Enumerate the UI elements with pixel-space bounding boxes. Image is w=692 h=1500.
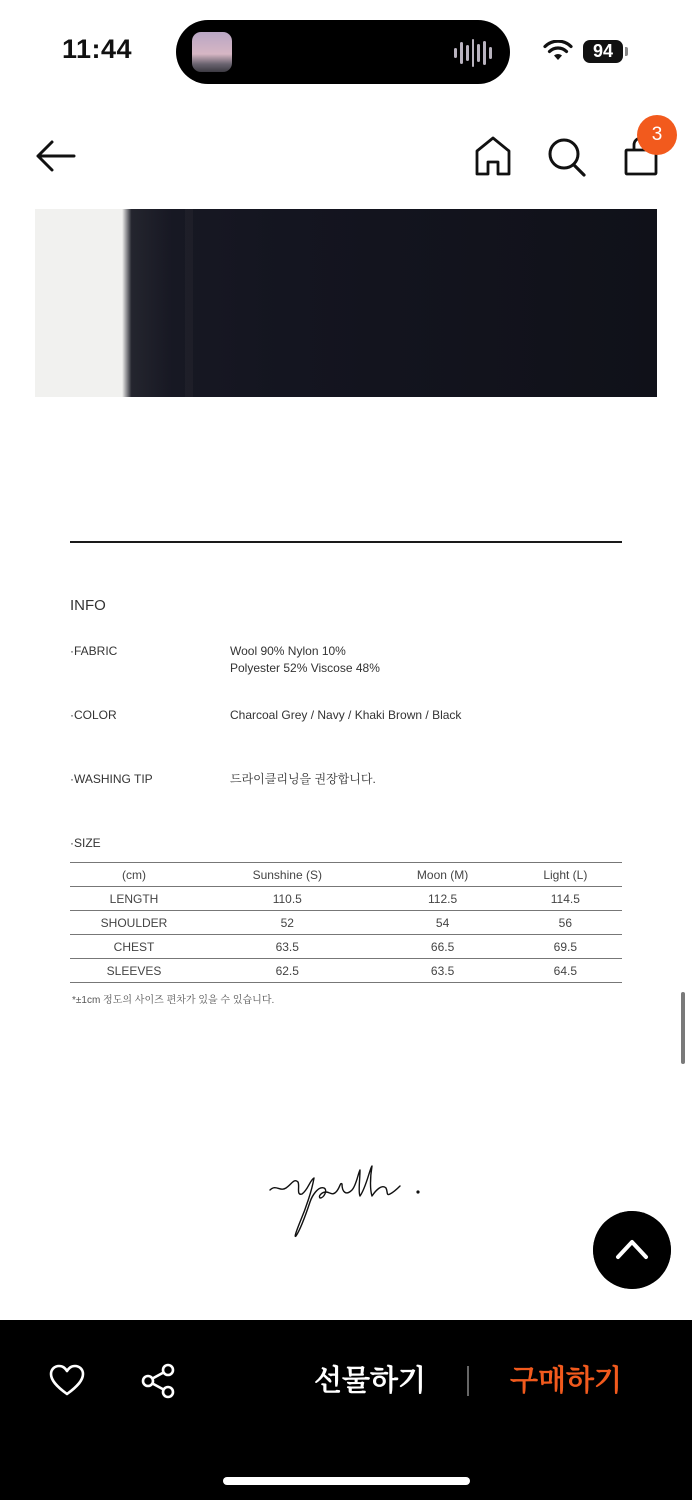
fabric-line-1: Wool 90% Nylon 10% <box>230 644 346 658</box>
scrollbar[interactable] <box>681 992 685 1064</box>
size-tolerance-note: *±1cm 정도의 사이즈 편차가 있을 수 있습니다. <box>72 995 275 1006</box>
cell-value: 54 <box>377 911 509 935</box>
cell-value: 110.5 <box>198 887 377 911</box>
table-row <box>70 959 622 983</box>
size-header-m: Moon (M) <box>377 863 509 887</box>
row-label: SLEEVES <box>70 959 198 983</box>
table-row <box>70 911 622 935</box>
size-label: ·SIZE <box>70 836 101 850</box>
cell-value: 56 <box>509 911 622 935</box>
audio-waveform-icon <box>454 38 492 68</box>
color-label: ·COLOR <box>70 708 117 722</box>
table-row <box>70 887 622 911</box>
size-table-header-row <box>70 863 622 887</box>
home-indicator[interactable] <box>223 1477 470 1485</box>
buy-button[interactable]: 구매하기 <box>509 1365 623 1397</box>
brand-signature-logo <box>266 1162 428 1242</box>
cart-count-badge[interactable]: 3 <box>637 115 677 155</box>
color-value: Charcoal Grey / Navy / Khaki Brown / Black <box>230 708 462 722</box>
battery-nub <box>625 47 628 56</box>
info-title: INFO <box>70 597 106 614</box>
row-label: SHOULDER <box>70 911 198 935</box>
gift-button[interactable]: 선물하기 <box>313 1365 427 1397</box>
table-row <box>70 935 622 959</box>
product-image <box>35 209 657 397</box>
button-separator <box>467 1366 469 1396</box>
fabric-value <box>230 643 380 677</box>
dynamic-island[interactable] <box>176 20 510 84</box>
share-icon[interactable] <box>139 1362 177 1400</box>
washing-tip-value: 드라이클리닝을 권장합니다. <box>230 772 376 786</box>
cell-value: 112.5 <box>377 887 509 911</box>
back-arrow-icon[interactable] <box>32 136 78 176</box>
washing-tip-label: ·WASHING TIP <box>70 772 153 786</box>
wifi-icon <box>543 40 573 62</box>
battery-indicator: 94 <box>583 40 623 63</box>
status-bar <box>0 0 692 100</box>
cell-value: 52 <box>198 911 377 935</box>
fabric-line-2: Polyester 52% Viscose 48% <box>230 661 380 675</box>
fabric-label: ·FABRIC <box>70 644 118 658</box>
cell-value: 66.5 <box>377 935 509 959</box>
section-divider <box>70 541 622 543</box>
cell-value: 63.5 <box>377 959 509 983</box>
search-icon[interactable] <box>546 134 588 178</box>
status-time: 11:44 <box>62 34 133 64</box>
scroll-to-top-button[interactable] <box>593 1211 671 1289</box>
garment-fold <box>185 209 193 397</box>
size-header-s: Sunshine (S) <box>198 863 377 887</box>
bottom-action-bar <box>0 1320 692 1500</box>
cell-value: 62.5 <box>198 959 377 983</box>
cell-value: 64.5 <box>509 959 622 983</box>
size-header-unit: (cm) <box>70 863 198 887</box>
cell-value: 63.5 <box>198 935 377 959</box>
cell-value: 114.5 <box>509 887 622 911</box>
cell-value: 69.5 <box>509 935 622 959</box>
home-icon[interactable] <box>473 134 513 178</box>
size-table <box>70 862 622 983</box>
now-playing-artwork <box>192 32 232 72</box>
size-header-l: Light (L) <box>509 863 622 887</box>
row-label: CHEST <box>70 935 198 959</box>
row-label: LENGTH <box>70 887 198 911</box>
heart-icon[interactable] <box>48 1363 86 1397</box>
